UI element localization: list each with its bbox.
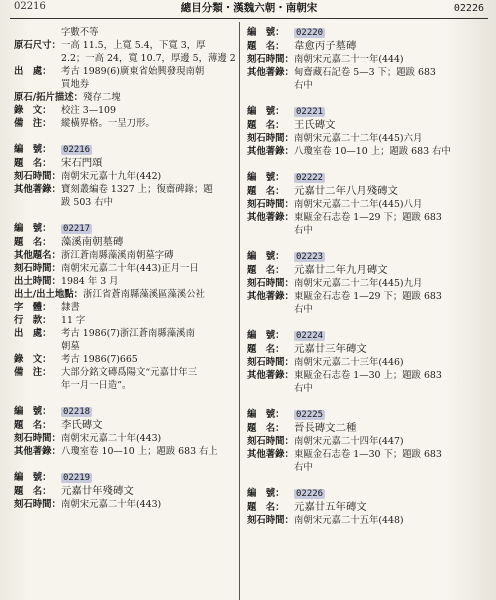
field-value: 八瓊室卷 10—10 上；題跋 683 右上 xyxy=(61,446,218,457)
field-value: 一高 11.5，上寬 5.4，下寬 3，厚 xyxy=(61,40,206,51)
right-column xyxy=(247,26,479,527)
text-line: 字數不等 xyxy=(61,27,99,38)
text-line: 右中 xyxy=(294,383,313,394)
field-label: 編 號： xyxy=(247,106,285,117)
entry-field xyxy=(14,157,232,170)
entry-field xyxy=(247,487,479,501)
field-label: 刻石時間： xyxy=(247,54,294,65)
entry-number: 02217 xyxy=(63,224,91,234)
entry-field xyxy=(247,119,479,132)
column-divider xyxy=(239,22,240,600)
field-label: 刻石時間： xyxy=(247,436,294,447)
entry-field xyxy=(14,353,232,366)
field-label: 編 號： xyxy=(247,330,285,341)
entry-field xyxy=(247,185,479,198)
text-line: 朝墓 xyxy=(61,341,80,352)
field-value: 南朝宋元嘉二十二年(445)八月 xyxy=(294,199,423,210)
entry-field xyxy=(247,105,479,119)
header-left-number: 02216 xyxy=(14,1,46,12)
entry-field xyxy=(14,498,232,511)
entry-field xyxy=(247,40,479,53)
entry-field xyxy=(14,39,232,52)
field-value: 11 字 xyxy=(61,315,86,326)
entry-number: 02226 xyxy=(296,489,324,499)
entry-number: 02222 xyxy=(296,173,324,183)
entry-number: 02224 xyxy=(296,331,324,341)
field-value: 殘存二塊 xyxy=(83,92,121,103)
field-label: 其他著錄： xyxy=(14,446,61,457)
entry-field xyxy=(247,290,479,303)
field-label: 刻石時間： xyxy=(247,199,294,210)
entry-field xyxy=(247,53,479,66)
entry-field xyxy=(14,445,232,458)
field-label: 題 名： xyxy=(14,237,52,248)
field-label: 編 號： xyxy=(247,488,285,499)
field-value: 南朝宋元嘉二十二年(445)九月 xyxy=(294,278,423,289)
field-value: 南朝宋元嘉二十一年(444) xyxy=(294,54,404,65)
entry-field xyxy=(14,275,232,288)
text-line: 年一月一日造”。 xyxy=(61,380,132,391)
entry-field xyxy=(14,327,232,340)
field-label: 出 處： xyxy=(14,328,52,339)
field-label: 字 體： xyxy=(14,302,52,313)
field-label: 出土時間： xyxy=(14,276,61,287)
entry-field xyxy=(247,356,479,369)
entry-number: 02225 xyxy=(296,410,324,420)
field-value: 南朝宋元嘉二十年(443)正月一日 xyxy=(61,263,199,274)
field-label: 題 名： xyxy=(247,344,285,355)
entry-field xyxy=(14,183,232,196)
entry-number: 02223 xyxy=(296,252,324,262)
field-label: 其他著錄： xyxy=(247,67,294,78)
field-value: 南朝宋元嘉二十五年(448) xyxy=(294,515,404,526)
field-label: 題 名： xyxy=(14,158,52,169)
entry-title: 藻溪南朝墓磚 xyxy=(61,236,124,248)
entry-number: 02219 xyxy=(63,473,91,483)
field-label: 其他著錄： xyxy=(14,184,61,195)
entry-field xyxy=(247,26,479,40)
field-label: 題 名： xyxy=(247,502,285,513)
entry-number: 02221 xyxy=(296,107,324,117)
text-line: 右中 xyxy=(294,462,313,473)
header-right-number: 02226 xyxy=(453,3,484,14)
entry-field xyxy=(14,249,232,262)
field-label: 錄 文： xyxy=(14,354,52,365)
field-label: 題 名： xyxy=(247,120,285,131)
entry-field xyxy=(14,314,232,327)
running-header xyxy=(10,0,488,19)
field-label: 編 號： xyxy=(14,223,52,234)
field-label: 其他著錄： xyxy=(247,370,294,381)
field-label: 刻石時間： xyxy=(247,357,294,368)
field-value: 校注 3—109 xyxy=(61,105,116,116)
field-label: 其他著錄： xyxy=(247,449,294,460)
entry-field xyxy=(14,170,232,183)
field-value: 東甌金石志卷 1—30 下；題跋 683 xyxy=(294,449,442,460)
field-label: 原石/拓片描述： xyxy=(14,92,84,103)
field-value: 南朝宋元嘉二十三年(446) xyxy=(294,357,404,368)
field-value: 南朝宋元嘉十九年(442) xyxy=(61,171,162,182)
field-value: 縱橫界格。一呈刀形。 xyxy=(61,118,155,129)
field-value: 南朝宋元嘉二十二年(445)六月 xyxy=(294,133,423,144)
entry-field xyxy=(14,117,232,130)
entry-field xyxy=(247,435,479,448)
entry-field xyxy=(247,145,479,158)
field-label: 出 處： xyxy=(14,66,52,77)
field-value: 東甌金石志卷 1—30 上；題跋 683 xyxy=(294,370,442,381)
entry-field xyxy=(14,432,232,445)
entry-field xyxy=(14,366,232,379)
entry-field xyxy=(247,264,479,277)
field-value: 南朝宋元嘉二十年(443) xyxy=(61,499,162,510)
entry-field xyxy=(14,419,232,432)
entry-number: 02218 xyxy=(63,407,91,417)
field-value: 東甌金石志卷 1—29 下；題跋 683 xyxy=(294,212,442,223)
field-label: 出土/出土地點： xyxy=(14,289,84,300)
field-label: 備 注： xyxy=(14,367,52,378)
text-line: 右中 xyxy=(294,80,313,91)
entry-field xyxy=(247,211,479,224)
entry-field xyxy=(247,132,479,145)
entry-field xyxy=(14,143,232,157)
entry-field xyxy=(14,262,232,275)
entry-title: 元嘉廿二年九月磚文 xyxy=(294,264,388,276)
entry-title: 元嘉廿二年八月殘磚文 xyxy=(294,185,398,197)
field-label: 編 號： xyxy=(247,27,285,38)
entry-field xyxy=(14,91,232,104)
field-label: 備 注： xyxy=(14,118,52,129)
field-label: 刻石時間： xyxy=(247,515,294,526)
field-label: 刻石時間： xyxy=(247,133,294,144)
field-value: 南朝宋元嘉二十四年(447) xyxy=(294,436,404,447)
entry-title: 元嘉廿五年磚文 xyxy=(294,501,367,513)
field-value: 大部分銘文磚爲陽文“元嘉廿年三 xyxy=(61,367,198,378)
field-value: 考古 1989(6)廣東省始興發現南朝 xyxy=(61,66,205,77)
text-line: 右中 xyxy=(294,225,313,236)
entry-field xyxy=(14,222,232,236)
entry-field xyxy=(247,422,479,435)
entry-field xyxy=(14,65,232,78)
field-label: 其他題名： xyxy=(14,250,61,261)
entry-field xyxy=(14,405,232,419)
field-value: 浙江省蒼南縣藻溪區藻溪公社 xyxy=(83,289,205,300)
field-label: 刻石時間： xyxy=(14,499,61,510)
entry-field xyxy=(247,277,479,290)
entry-field xyxy=(247,514,479,527)
field-label: 其他著錄： xyxy=(247,146,294,157)
entry-field xyxy=(14,236,232,249)
field-label: 其他著錄： xyxy=(247,291,294,302)
entry-title: 宋石門頌 xyxy=(61,157,103,169)
field-label: 題 名： xyxy=(14,486,52,497)
entry-field xyxy=(247,329,479,343)
field-label: 刻石時間： xyxy=(14,171,61,182)
left-column xyxy=(14,26,236,511)
entry-title: 韋愈丙子墓磚 xyxy=(294,40,357,52)
header-title: 總目分類・漢魏六朝・南朝宋 xyxy=(180,2,318,14)
entry-field xyxy=(14,104,232,117)
entry-title: 元嘉廿年殘磚文 xyxy=(61,485,134,497)
entry-field xyxy=(14,288,232,301)
field-label: 題 名： xyxy=(247,186,285,197)
field-label: 編 號： xyxy=(14,472,52,483)
field-label: 行 款： xyxy=(14,315,52,326)
field-label: 編 號： xyxy=(247,251,285,262)
entry-field xyxy=(247,343,479,356)
entry-title: 晉長磚文二種 xyxy=(294,422,357,434)
field-value: 東甌金石志卷 1—29 下；題跋 683 xyxy=(294,291,442,302)
field-label: 編 號： xyxy=(247,172,285,183)
field-label: 刻石時間： xyxy=(14,263,61,274)
field-value: 浙江蒼南縣藻溪南朝墓字磚 xyxy=(61,250,174,261)
entry-field xyxy=(247,198,479,211)
field-label: 原石尺寸： xyxy=(14,40,61,51)
field-label: 刻石時間： xyxy=(247,278,294,289)
field-label: 題 名： xyxy=(247,41,285,52)
entry-number: 02216 xyxy=(63,145,91,155)
entry-field xyxy=(247,369,479,382)
entry-field xyxy=(14,301,232,314)
field-label: 編 號： xyxy=(14,406,52,417)
entry-title: 李氏磚文 xyxy=(61,419,103,431)
field-value: 隸書 xyxy=(61,302,80,313)
field-label: 題 名： xyxy=(247,423,285,434)
field-label: 編 號： xyxy=(14,144,52,155)
field-label: 題 名： xyxy=(14,420,52,431)
field-value: 南朝宋元嘉二十年(443) xyxy=(61,433,162,444)
text-line: 買地券 xyxy=(61,79,90,90)
field-label: 題 名： xyxy=(247,265,285,276)
entry-field xyxy=(247,501,479,514)
field-label: 錄 文： xyxy=(14,105,52,116)
field-label: 其他著錄： xyxy=(247,212,294,223)
field-value: 考古 1986(7)665 xyxy=(61,354,138,365)
entry-field xyxy=(247,408,479,422)
field-value: 考古 1986(7)浙江蒼南縣藻溪南 xyxy=(61,328,195,339)
entry-field xyxy=(247,66,479,79)
field-label: 編 號： xyxy=(247,409,285,420)
entry-field xyxy=(247,250,479,264)
text-line: 跋 503 右中 xyxy=(61,197,113,208)
text-line: 右中 xyxy=(294,304,313,315)
field-value: 八瓊室卷 10—10 上；題跋 683 右中 xyxy=(294,146,451,157)
entry-field xyxy=(247,171,479,185)
field-value: 甸齋藏石記卷 5—3 下；題跋 683 xyxy=(294,67,436,78)
entry-title: 元嘉廿三年磚文 xyxy=(294,343,367,355)
field-value: 寶刻叢編卷 1327 上；復齋碑錄；題 xyxy=(61,184,213,195)
entry-field xyxy=(14,471,232,485)
entry-number: 02220 xyxy=(296,28,324,38)
text-line: 2.2；一高 24，寬 10.7，厚邊 5，薄邊 2 xyxy=(61,53,236,64)
field-label: 刻石時間： xyxy=(14,433,61,444)
entry-field xyxy=(14,485,232,498)
entry-field xyxy=(247,448,479,461)
field-value: 1984 年 3 月 xyxy=(61,276,119,287)
entry-title: 王氏磚文 xyxy=(294,119,336,131)
